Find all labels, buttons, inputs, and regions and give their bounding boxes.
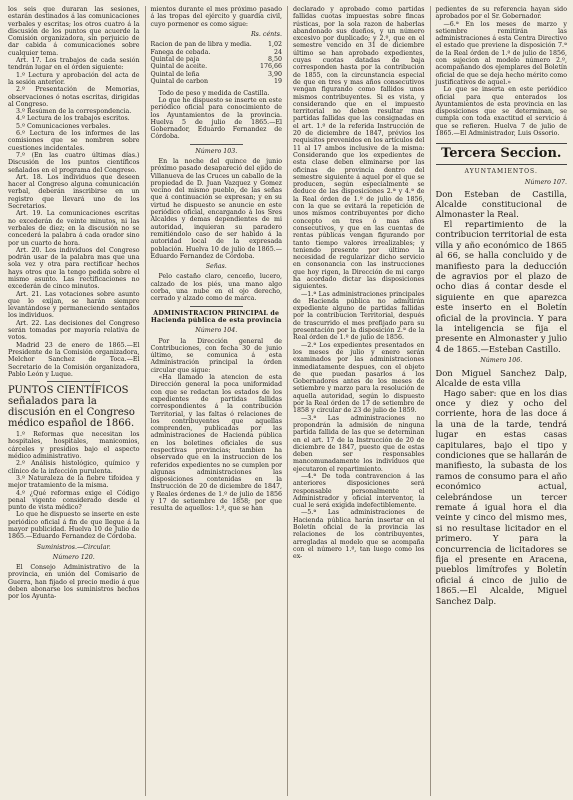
list-item: 6.º Lectura de los informes de las comisiones que se nombren sobre cuestiones incidentales. (8, 130, 140, 152)
table-row (151, 63, 283, 70)
paragraph: los seis que duraran las sesiones, estarán destinados á las comunicaciones verbales y escritas; los otros cuatro á la discusión de los puntos que acuerde la Comisión organizadora, sin perjuicio de dar cabida á comunicaciones sobre cualquier tema. (8, 6, 140, 57)
price-value: 24 (273, 48, 282, 56)
price-item: Quintal de paja (150, 56, 200, 63)
price-value: 8,50 (267, 56, 282, 63)
notice-number: Número 106. (480, 357, 523, 365)
paragraph: —6.ª En los meses de marzo y setiembre remitirán las administraciones á esta Centra Directivo el estado que previene la disposición 7.ª de la Real órden de 1.º de julio de 1856, con sujecion al modelo número 2.º, acompañando dos ejemplares del Boletín oficial de que se deja hecho mérito como justificativos de aquel.» (435, 20, 567, 86)
section-title: PUNTOS CIENTÍFICOS señalados para la discusión en el Congreso médico español de 1866. (8, 385, 135, 430)
price-item: Racion de pan de libra y media. (150, 41, 252, 49)
column-3 (287, 6, 425, 796)
paragraph: Art. 20. Los individuos del Congreso podrán usar de la palabra mas que una sola vez y otra para rectificar hechos hays otros que la tengo pedida sobre el mismo asunto. Las rectificaciones no excederán de cinco minutos. (8, 246, 140, 291)
paragraph: El Consejo Administrativo de la provincia, en unión del Comisario de Guerra, han fijado el precio medio á que deben abonarse los suministros hechos por los Ayunta- (8, 564, 140, 601)
price-unit-label: Rs. cénts. (250, 30, 282, 38)
paragraph: Pelo castaño claro, cenceño, lucero, calzado de los piés, una mano algo corba, una nube en el ojo derecho, cerrado y alzado como de marca. (150, 273, 282, 303)
paragraph: Art. 19. La comunicaciones escritas no excederán de veinte minutos, ni las verbales de diez; en la discusión no se concederá la palabra á cada orador sino por un cuarto de hora. (8, 210, 140, 247)
paragraph: Art. 17. Los trabajos de cada sesión tendrán lugar en el órden siguiente: (8, 57, 140, 72)
price-value: 176,66 (259, 63, 282, 71)
divider (47, 381, 100, 382)
paragraph: En la noche del quince de junio próximo pasado desapareció del ejido de Villanueva de las Cruces un caballo de la propiedad de D. Juan Vazquez y Gomez vecino del mismo pueblo, de las señas que á continuación se expresan; y en su virtud he dispuesto se anuncie en este periódico oficial, encargando á los Sres Alcaldes y demas dependientes de mi autoridad, inquieran su paradero remitiéndolo caso de ser habido á la autoridad local de la expresada población. Huelva 10 de julio de 1865.—Eduardo Fernandez de Córdoba. (150, 158, 282, 260)
price-item: Quintal de leña (150, 70, 200, 78)
column-1 (8, 6, 140, 796)
list-item: 4.º ¿Qué reformas exige el Código penal vigente considerado desde el punto de vista médico? (8, 489, 140, 512)
notice-number: Número 104. (195, 327, 238, 335)
section-heading: Señas. (205, 263, 227, 271)
list-item: 3.º Resúmen de la correspondencia. (16, 108, 132, 116)
paragraph: —1.ª Las administraciones principales de Hacienda pública no admitirán expediente alguno de partidas fallidas por la contribucion Territorial, después de trascurrido el mes prefijado para su presentación por la disposición 2.ª de la Real órden de 1.º de julio de 1856. (293, 290, 425, 342)
paragraph: Lo que he dispuesto se inserte en este periódico oficial á fin de que llegue á la mayor publicidad. Huelva 10 de Julio de 1865.—Eduardo Fernandez de Córdoba. (8, 511, 140, 541)
price-value: 3,90 (267, 70, 282, 78)
list-item: 7.º (En las cuatro últimas días.) Discusión de los puntos científicos señalados en el programa del Congreso. (8, 151, 140, 174)
price-item: Quintal de carbon (150, 78, 209, 86)
paragraph: —3.ª Las administraciones no propondrán la admisión de ninguna partida fallida de las que se determinan en el art. 17 de la Instrucción de 20 de diciembre de 1847, puesto que de estas deben ser responsables mancomunadamente los individuos que ejecutaron el repartimiento. (293, 414, 425, 473)
paragraph: mientos durante el mes próximo pasado á las tropas del ejército y guardia civil, cuyo pormenor es como sigue: (150, 6, 282, 28)
section-subheading: AYUNTAMIENTOS. (464, 168, 538, 176)
paragraph: pedientes de su referencia hayan sido aprobados por el Sr. Gobernador. (435, 6, 567, 21)
divider (190, 306, 243, 307)
signature-paragraph: Madrid 23 de enero de 1865.—El Presidente de la Comisión organizadora, Melchor Sanchez de Toca.—El Secretario de la Comisión organizadora, Pablo León y Luque. (8, 341, 140, 378)
section-banner: Tercera Seccion. (436, 143, 568, 165)
list-item: 1.º Lectura y aprobación del acta de la sesión anterior. (8, 71, 140, 86)
price-table (151, 41, 283, 85)
paragraph: Por la Dirección general de Contribuciones, con fecha 30 de junio último, se comunica á esta Administración principal la órden circular que sigue: (150, 337, 282, 374)
paragraph: El repartimiento de la contribucion territorial de esta villa y año económico de 1865 al 66, se halla concluido y de manifiesto para la deducción de agravios por el plazo de ocho dias á contar desde el siguiente en que aparezca este inserto en el Boletín oficial de la provincia. Y para la inteligencia se fija el presente en Almonaster y julio 4 de 1865.—Esteban Castillo. (435, 218, 567, 354)
table-row (151, 56, 283, 63)
notice-number: Número 120. (52, 553, 95, 561)
paragraph: —5.ª Las administraciones de Hacienda pública harán insertar en el Boletín oficial de la provincia las relaciones de los contribuyentes, arregladas al modelo que se acompaña con el número 1.º, tan luego como los ex- (293, 509, 425, 561)
section-title: ADMINISTRACION PRINCIPAL de Hacienda pública de esta provincia (150, 309, 282, 324)
table-row (151, 71, 283, 78)
notice-number: Número 103. (195, 147, 238, 155)
list-item: 4.º Lectura de los trabajos escritos. (16, 115, 130, 123)
price-value: 19 (273, 78, 282, 86)
paragraph: Art. 18. Los individuos que deseen hacer al Congreso alguna comunicación verbal, deberán inscribirse en un registro que llevará uno de los Secretarios. (8, 173, 140, 211)
list-item: 5.º Comunicaciones verbales. (16, 122, 111, 130)
notice-number: Número 107. (524, 178, 567, 186)
paragraph: —2.ª Los expedientes presentados en los meses de julio y enero serán examinados por las administraciones inmediatamente despues, con el objeto de que puedan pasarlos á los Gobernadores antes de los meses de setiembre y marzo para la resolución de aquella autoridad, según lo dispuesto por la Real órden de 17 de setiembre de 1858 y circular de 23 de julio de 1859. (293, 341, 425, 415)
paragraph: Lo que he dispuesto se inserte en este periódico oficial para conocimiento de los Ayuntamientos de la provincia. Huelva 5 de julio de 1865.—El Gobernador, Eduardo Fernandez de Córdoba. (150, 96, 282, 141)
divider (190, 144, 243, 145)
price-item: Quintal de aceite. (150, 63, 208, 71)
table-row (151, 49, 283, 56)
paragraph: Lo que se inserta en este periódico oficial para que enterados los Ayuntamientos de esta provincia en las disposiciones que se determinan, se cumpla con toda exactitud el servicio á que se refieren. Huelva 7 de julio de 1865.—El Administrador, Luis Ossorio. (435, 86, 567, 138)
notice-heading: Don Esteban de Castilla, Alcalde constitucional de Almonaster la Real. (435, 188, 567, 219)
price-value: 1,02 (267, 41, 282, 49)
paragraph: declarado y aprobado como partidas fallidas cuotas impuestas sobre fincas rústicas, por la sola razon de haberlas abandonado sus dueños, y un número excesivo por duplicado; y 2.º, que en el semestre vencido en 31 de diciembre último se han aprobado expedientes, cuyas cuotas datadas de baja corresponden hasta por la contribucion de 1855, con la circunstancia especial de que en tres y mas años consecutivos vengan figurando como fallidos unos mismos contribuyentes. Si es vista, y considerando que en el impuesto territorial no deben resultar mas partidas fallidas que las consignadas en el art. 1.º de la referida Instrucción de 20 de diciembre de 1847, prévios los requisitos prevenidos en los artículos del 11 al 17 ambos inclusive de la misma: Considerando que los expedientes de esta clase deben eliminarse por las oficinas de provincia dentro del semestre siguiente á aquel por el que se producen, según especialmente se deduce de las disposiciones 2.ª y 4.ª de la Real órden de 1.º de julio de 1856, con la que se evitará la repetición de unos mismos contribuyentes por dicho concepto en tres ó mas años consecutivos, y que en las cuentas de rentas públicas vengan figurando por tanto tiempo valores irrealizables; y teniendo presente por último la necesidad de regularizar dicho servicio en consonancia con las instrucciones que hoy rigen, la Dirección de mi cargo ha acordado dictar las disposiciones siguientes. (293, 6, 425, 291)
paragraph: «Ha llamado la atencion de esta Dirección general la poca uniformidad con que se redactan los estados de los expedientes de partidas fallidas correspondientes á la contribución Territorial, y las faltas ó relaciones de los contribuyentes que aquellas comprenden, publicadas por las administraciones de Hacienda pública en los boletines oficiales de sus respectivas provincias; tambien ha observado que en la instruccion de los referidos expedientes no se cumplen por algunas administraciones las disposiciones contenidas en la Instrucción de 20 de diciembre de 1847, y Reales órdenes de 1.º de julio de 1856 y 17 de setiembre de 1858; por que resulta de aquellos: 1.º, que se han (150, 374, 282, 513)
notice-heading: Don Miguel Sanchez Dalp, Alcalde de esta villa (435, 367, 567, 388)
table-row (151, 78, 283, 85)
list-item: 3.º Naturaleza de la fiebre tifoidea y mejor tratamiento de la misma. (8, 474, 140, 490)
table-row (151, 41, 283, 48)
paragraph: —4.ª De toda contravencion á las anteriores disposiciones será responsable personalmente el Administrador y oficial interventor, la cual le será exigida indefectiblemente. (293, 473, 425, 510)
section-heading: Suministros.—Circular. (36, 543, 111, 551)
paragraph: Hago saber: que en los dias once y diez y ocho del corriente, hora de las doce á la una de la tarde, tendrá lugar en estas casas capitulares, bajo el tipo y condiciones que se hallarán de manifiesto, la subasta de los ramos de consumo para el año económico actual, celebrándose un tercer remate á igual hora el dia veinte y cinco del mismo mes, si no resultase licitador en el primero. Y para la concurrencia de licitadores se fija el presente en Aracena, pueblos limítrofes y Boletín oficial á cinco de julio de 1865.—El Alcalde, Miguel Sanchez Dalp. (435, 387, 567, 606)
paragraph: Todo de peso y medida de Castilla. (158, 89, 270, 97)
column-2 (145, 6, 283, 796)
paragraph: Art. 22. Las decisiones del Congreso serán tomadas por mayoría relativa de votos. (8, 319, 140, 342)
price-item: Fanega de cebada. (150, 48, 211, 56)
paragraph: Art. 21. Las votaciones sobre asunto que lo exijan, se harán siempre levantándose y permaneciendo sentados los individuos. (8, 290, 140, 320)
list-item: 2.º Presentación de Memorias, observaciones ó notas escritas, dirigidas al Congreso. (8, 86, 140, 108)
list-item: 1.º Reformas que necesitan los hospitales, hospitales, manicomios, cárceles y presidios bajo el aspecto médico administrativo. (8, 431, 140, 461)
list-item: 2.º Análisis histológico, químico y clínico de la infección purulenta. (8, 460, 140, 475)
column-4 (430, 6, 568, 796)
